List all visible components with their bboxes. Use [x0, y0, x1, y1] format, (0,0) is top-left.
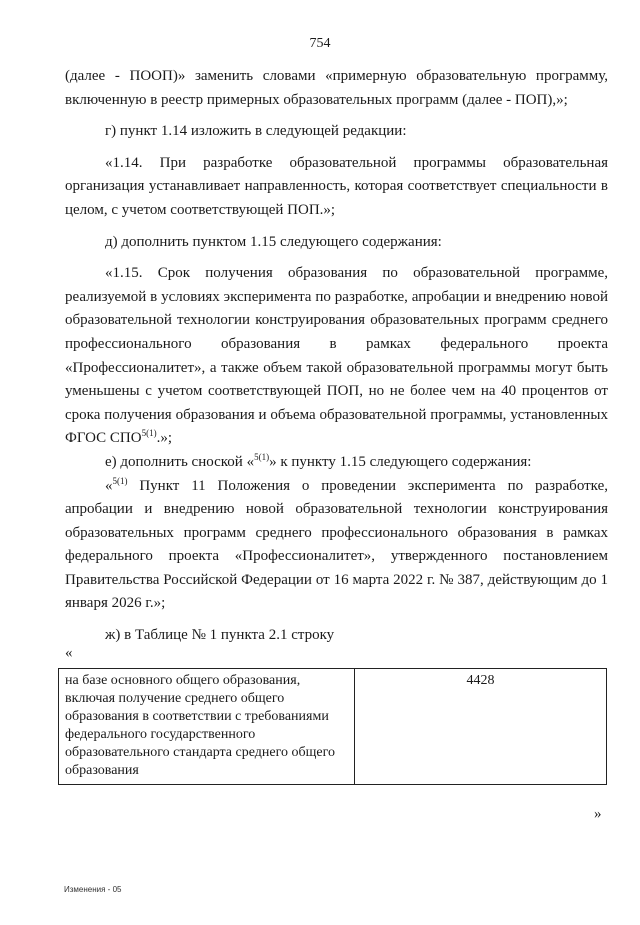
table-row — [59, 669, 607, 785]
p5-text: «1.15. Срок получения образования по образовательной программе, реализуемой в условиях эксперимента по разработке, апробации и внедрению новой образовательной технологии конструирования образовательных программ среднего профессионального образования в рамках федерального проекта «Профессионалитет», а также объем такой образовательной программы могут быть уменьшены с учетом соответствующей ПОП, но не более чем на 40 процентов от срока получения образования и объема образовательной программы, установленных ФГОС СПО — [65, 265, 608, 447]
p7-start: « — [105, 477, 113, 494]
footer-note: Изменения - 05 — [64, 885, 122, 894]
table-cell-value: 4428 — [355, 669, 607, 785]
p5-end: .»; — [156, 430, 173, 447]
table-open-quote: « — [65, 645, 73, 661]
p7-footnote-mark: 5(1) — [112, 475, 128, 486]
p6-start: е) дополнить сноской « — [105, 453, 255, 470]
table-close-quote: » — [594, 806, 602, 822]
paragraph-p8: ж) в Таблице № 1 пункта 2.1 строку — [105, 627, 335, 644]
inserted-table-row — [58, 668, 607, 785]
paragraph-p1: (далее - ПООП)» заменить словами «примерную образовательную программу, включенную в реестр примерных образовательных программ (далее - ПОП),»; — [65, 68, 608, 108]
document-body — [65, 65, 608, 648]
p6-end: » к пункту 1.15 следующего содержания: — [269, 453, 532, 470]
p6-footnote-mark: 5(1) — [254, 451, 270, 462]
paragraph-p2: г) пункт 1.14 изложить в следующей редакции: — [105, 123, 407, 140]
paragraph-p6 — [65, 451, 608, 475]
p5-footnote-mark: 5(1) — [141, 428, 157, 439]
paragraph-p5 — [65, 262, 608, 451]
page-number: 754 — [309, 36, 331, 51]
table-cell-description: на базе основного общего образования, включая получение среднего общего образования в соответствии с требованиями федерального государственного образовательного стандарта среднего общего образования — [59, 669, 355, 785]
paragraph-p7 — [65, 475, 608, 617]
p7-text: Пункт 11 Положения о проведении эксперимента по разработке, апробации и внедрению новой образовательной технологии конструирования образовательных программ среднего профессионального образования в рамках федерального проекта «Профессионалитет», утвержденного постановлением Правительства Российской Федерации от 16 марта 2022 г. № 387, действующим до 1 января 2026 г.»; — [65, 477, 608, 612]
paragraph-p4: д) дополнить пунктом 1.15 следующего содержания: — [105, 233, 442, 250]
paragraph-p3: «1.14. При разработке образовательной программы образовательная организация устанавливает направленность, которая соответствует специальности в целом, с учетом соответствующей ПОП.»; — [65, 154, 608, 218]
